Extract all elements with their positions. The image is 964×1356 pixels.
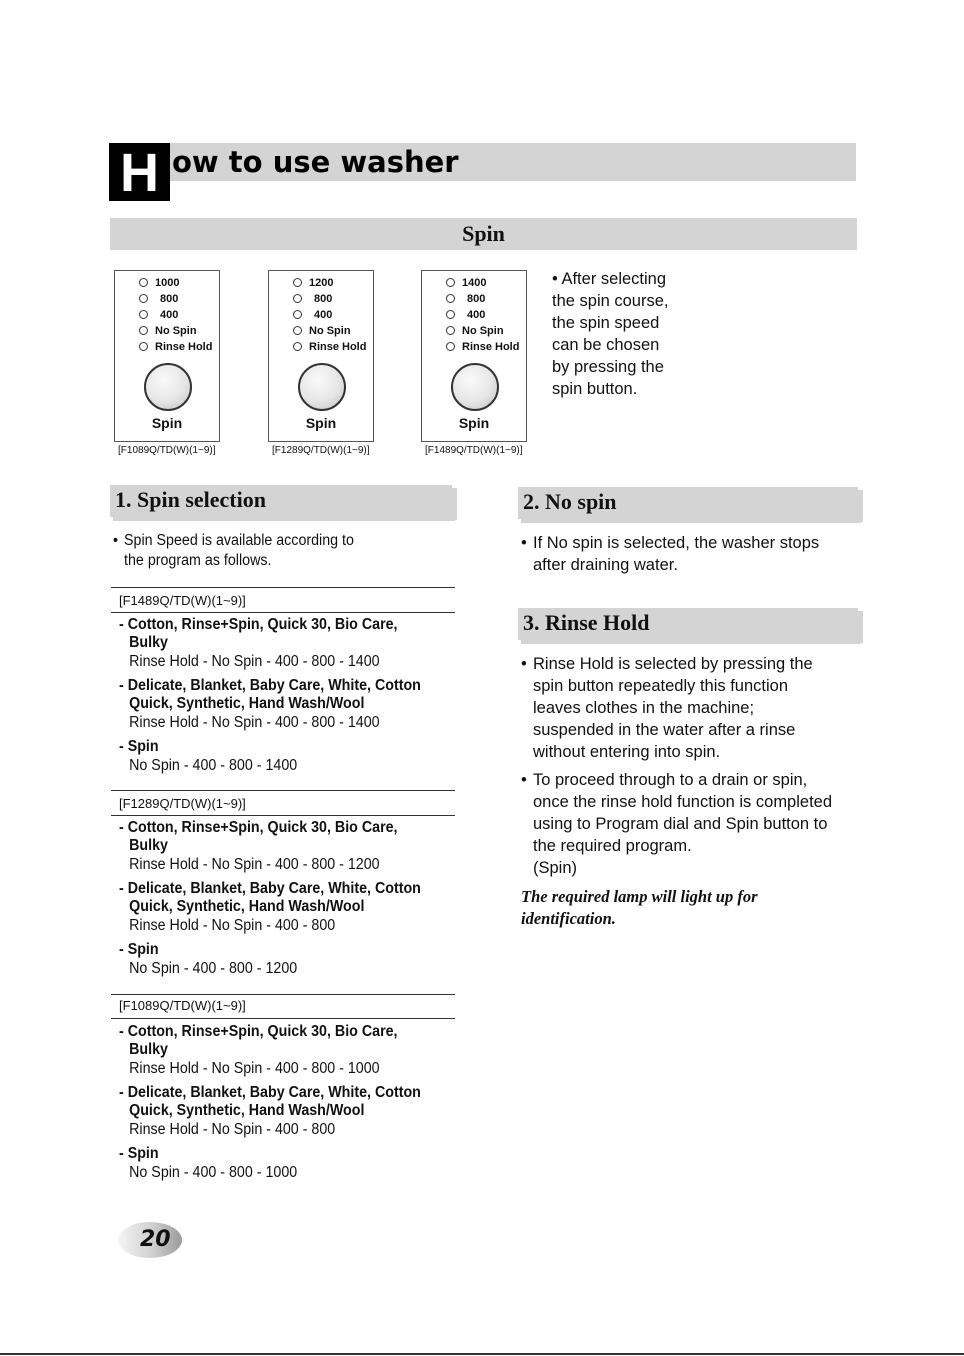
program-group: - Spin — [119, 1145, 159, 1162]
panel-option: 400 — [139, 309, 178, 321]
intro-line: spin button. — [552, 380, 638, 398]
speed-sequence: No Spin - 400 - 800 - 1200 — [129, 960, 298, 977]
program-group-cont: Quick, Synthetic, Hand Wash/Wool — [129, 695, 365, 712]
page-number: 20 — [140, 1227, 171, 1252]
indicator-lamp-icon — [139, 326, 148, 335]
speed-sequence: No Spin - 400 - 800 - 1400 — [129, 757, 298, 774]
intro-line: the spin course, — [552, 292, 669, 310]
program-group: - Cotton, Rinse+Spin, Quick 30, Bio Care, — [119, 1023, 398, 1040]
bottom-rule — [0, 1353, 964, 1355]
indicator-lamp-icon — [446, 310, 455, 319]
program-group: - Delicate, Blanket, Baby Care, White, Cotton — [119, 677, 421, 694]
page-title: ow to use washer — [172, 145, 459, 179]
speed-sequence: Rinse Hold - No Spin - 400 - 800 - 1000 — [129, 1060, 380, 1077]
header-initial-letter: H — [109, 143, 170, 201]
program-group-cont: Bulky — [129, 837, 168, 854]
control-panel-1089 — [114, 270, 220, 442]
indicator-lamp-icon — [139, 342, 148, 351]
panel-option: Rinse Hold — [293, 341, 366, 353]
rinse-hold-text: • Rinse Hold is selected by pressing the spin button repeatedly this function leaves clothes in the machine; suspended in the water after a rinse without entering into spin. • To proceed through to a drain or spin, once the rinse hold function is completed using to Program dial and Spin button to the required program. (Spin) — [521, 655, 833, 877]
speed-sequence: Rinse Hold - No Spin - 400 - 800 — [129, 917, 336, 934]
program-group-cont: Bulky — [129, 1041, 168, 1058]
program-group: - Spin — [119, 941, 159, 958]
speed-sequence: Rinse Hold - No Spin - 400 - 800 - 1400 — [129, 714, 380, 731]
panel-option: 800 — [139, 293, 178, 305]
program-group-cont: Quick, Synthetic, Hand Wash/Wool — [129, 1102, 365, 1119]
indicator-lamp-icon — [293, 278, 302, 287]
model-label: [F1289Q/TD(W)(1~9)] — [119, 796, 246, 811]
rinse-hold-heading: 3. Rinse Hold — [518, 608, 858, 640]
program-group-cont: Bulky — [129, 634, 168, 651]
panel-option: 400 — [446, 309, 485, 321]
model-label: [F1489Q/TD(W)(1~9)] — [119, 593, 246, 608]
panel-option: Rinse Hold — [446, 341, 519, 353]
panel-option: 800 — [293, 293, 332, 305]
indicator-lamp-icon — [293, 342, 302, 351]
model-program-list — [119, 1023, 464, 1188]
panel-option: 1400 — [446, 277, 486, 289]
divider — [111, 1018, 455, 1019]
bullet: • — [552, 270, 558, 288]
program-group: - Cotton, Rinse+Spin, Quick 30, Bio Care, — [119, 616, 398, 633]
model-label: [F1089Q/TD(W)(1~9)] — [119, 998, 246, 1013]
indicator-lamp-icon — [139, 278, 148, 287]
program-group: - Spin — [119, 738, 159, 755]
indicator-lamp-icon — [139, 310, 148, 319]
program-group: - Delicate, Blanket, Baby Care, White, Cotton — [119, 880, 421, 897]
speed-sequence: No Spin - 400 - 800 - 1000 — [129, 1164, 298, 1181]
panel-caption: [F1489Q/TD(W)(1~9)] — [425, 445, 523, 456]
spin-button[interactable] — [144, 363, 192, 411]
speed-sequence: Rinse Hold - No Spin - 400 - 800 - 1200 — [129, 856, 380, 873]
indicator-lamp-icon — [293, 294, 302, 303]
divider — [111, 994, 455, 995]
divider — [111, 587, 455, 588]
divider — [111, 612, 455, 613]
indicator-lamp-icon — [446, 342, 455, 351]
intro-line: can be chosen — [552, 336, 660, 354]
program-group-cont: Quick, Synthetic, Hand Wash/Wool — [129, 898, 365, 915]
panel-caption: [F1289Q/TD(W)(1~9)] — [272, 445, 370, 456]
lamp-note: The required lamp will light up for identification. — [521, 887, 758, 928]
indicator-lamp-icon — [446, 294, 455, 303]
spin-button[interactable] — [451, 363, 499, 411]
indicator-lamp-icon — [293, 326, 302, 335]
program-group: - Delicate, Blanket, Baby Care, White, Cotton — [119, 1084, 421, 1101]
spin-button-label: Spin — [305, 415, 337, 431]
panel-option: 800 — [446, 293, 485, 305]
panel-option: No Spin — [293, 325, 351, 337]
spin-button-label: Spin — [151, 415, 183, 431]
panel-option: 1200 — [293, 277, 333, 289]
panel-caption: [F1089Q/TD(W)(1~9)] — [118, 445, 216, 456]
intro-line: After selecting — [561, 270, 667, 288]
intro-line: the spin speed — [552, 314, 660, 332]
model-program-list — [119, 616, 464, 781]
spin-selection-intro: • Spin Speed is available according to the program as follows. — [113, 532, 354, 569]
panel-option: Rinse Hold — [139, 341, 212, 353]
divider — [111, 815, 455, 816]
no-spin-text: • If No spin is selected, the washer stops after draining water. — [521, 534, 820, 574]
program-group: - Cotton, Rinse+Spin, Quick 30, Bio Care, — [119, 819, 398, 836]
indicator-lamp-icon — [293, 310, 302, 319]
indicator-lamp-icon — [139, 294, 148, 303]
panel-option: 400 — [293, 309, 332, 321]
speed-sequence: Rinse Hold - No Spin - 400 - 800 — [129, 1121, 336, 1138]
intro-line: by pressing the — [552, 358, 664, 376]
spin-button-label: Spin — [458, 415, 490, 431]
indicator-lamp-icon — [446, 278, 455, 287]
divider — [111, 790, 455, 791]
intro-text — [552, 268, 732, 400]
model-program-list — [119, 819, 464, 984]
page-number-badge — [118, 1222, 182, 1258]
speed-sequence: Rinse Hold - No Spin - 400 - 800 - 1400 — [129, 653, 380, 670]
panel-option: 1000 — [139, 277, 179, 289]
spin-selection-heading: 1. Spin selection — [110, 485, 452, 517]
section-title: Spin — [110, 218, 857, 250]
panel-option: No Spin — [446, 325, 504, 337]
panel-option: No Spin — [139, 325, 197, 337]
control-panel-1289 — [268, 270, 374, 442]
no-spin-heading: 2. No spin — [518, 487, 858, 519]
indicator-lamp-icon — [446, 326, 455, 335]
spin-button[interactable] — [298, 363, 346, 411]
control-panel-1489 — [421, 270, 527, 442]
